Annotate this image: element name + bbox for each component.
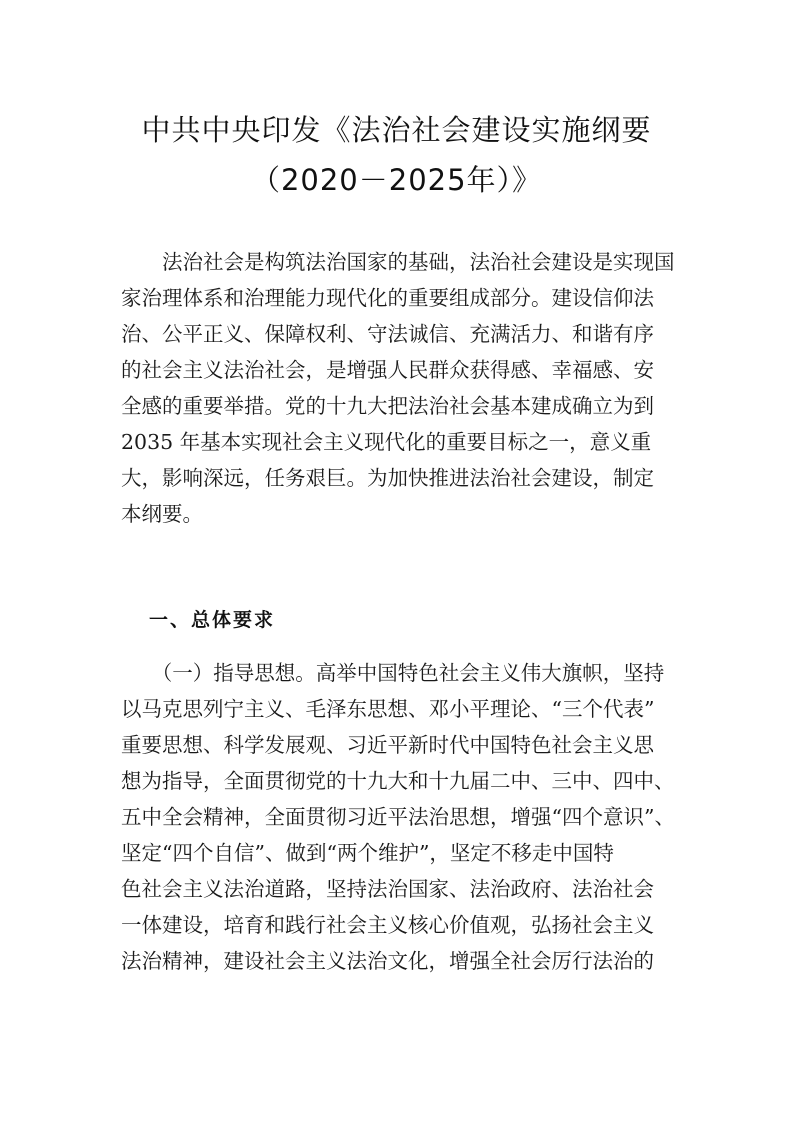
paragraph-line: 的社会主义法治社会，是增强人民群众获得感、幸福感、安 bbox=[121, 358, 654, 382]
paragraph-line: 家治理体系和治理能力现代化的重要组成部分。建设信仰法 bbox=[121, 286, 654, 310]
paragraph-line: 以马克思列宁主义、毛泽东思想、邓小平理论、“三个代表” bbox=[121, 697, 655, 721]
paragraph-line: 五中全会精神，全面贯彻习近平法治思想，增强“四个意识”、 bbox=[121, 805, 675, 829]
paragraph-line: 坚定“四个自信”、做到“两个维护”，坚定不移走中国特 bbox=[121, 841, 614, 865]
paragraph-line: 一体建设，培育和践行社会主义核心价值观，弘扬社会主义 bbox=[121, 913, 654, 937]
section-heading: 一、总体要求 bbox=[149, 609, 276, 631]
paragraph-line: （一）指导思想。高举中国特色社会主义伟大旗帜，坚持 bbox=[121, 661, 665, 685]
paragraph-line: 色社会主义法治道路，坚持法治国家、法治政府、法治社会 bbox=[121, 877, 654, 901]
paragraph-line: 全感的重要举措。党的十九大把法治社会基本建成确立为到 bbox=[121, 394, 654, 418]
paragraph-line: 本纲要。 bbox=[121, 502, 203, 526]
paragraph-line: 2035 年基本实现社会主义现代化的重要目标之一，意义重 bbox=[121, 430, 652, 454]
paragraph-line: 法治精神，建设社会主义法治文化，增强全社会厉行法治的 bbox=[121, 949, 654, 973]
paragraph-line: 重要思想、科学发展观、习近平新时代中国特色社会主义思 bbox=[121, 733, 654, 757]
paragraph-line: 治、公平正义、保障权利、守法诚信、充满活力、和谐有序 bbox=[121, 322, 654, 346]
document-title-line2: （2020－2025年）》 bbox=[250, 163, 543, 197]
document-title-line1: 中共中央印发《法治社会建设实施纲要 bbox=[141, 113, 652, 147]
paragraph-line: 大，影响深远，任务艰巨。为加快推进法治社会建设，制定 bbox=[121, 466, 654, 490]
paragraph-line: 想为指导，全面贯彻党的十九大和十九届二中、三中、四中、 bbox=[121, 769, 675, 793]
paragraph-line: 法治社会是构筑法治国家的基础，法治社会建设是实现国 bbox=[121, 250, 675, 274]
